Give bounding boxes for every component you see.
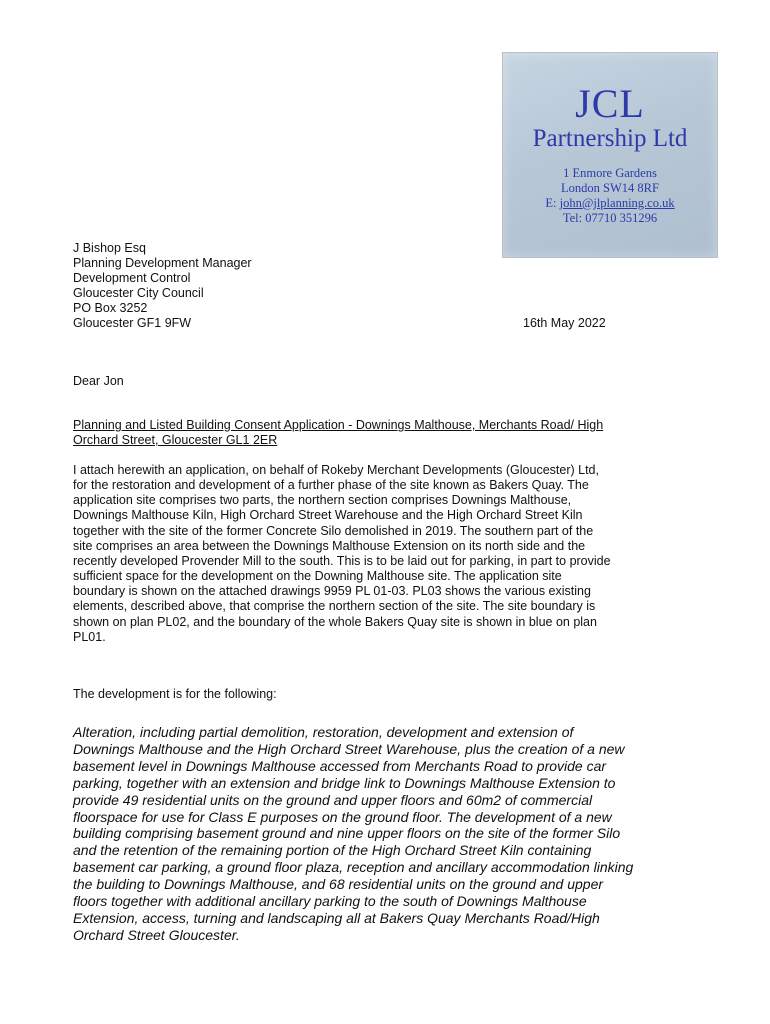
recipient-line: Gloucester GF1 9FW bbox=[73, 316, 192, 330]
recipient-line: Gloucester City Council bbox=[73, 286, 204, 300]
paragraph-line: recently developed Provender Mill to the south. This is to be laid out for parking, in part to provide bbox=[73, 553, 611, 568]
paragraph-line: together with the site of the former Concrete Silo demolished in 2019. The southern part of the bbox=[73, 523, 594, 538]
logo-email-prefix: E: bbox=[545, 196, 560, 210]
paragraph-line: PL01. bbox=[73, 629, 106, 644]
logo-telephone: Tel: 07710 351296 bbox=[562, 211, 658, 225]
paragraph-line: elements, described above, that comprise the northern section of the site. The site boundary is bbox=[73, 599, 596, 614]
subject-line: Orchard Street, Gloucester GL1 2ER bbox=[73, 433, 278, 447]
recipient-line: Planning Development Manager bbox=[73, 256, 252, 270]
paragraph-line: application site comprises two parts, the northern section comprises Downings Malthouse, bbox=[73, 493, 572, 508]
recipient-line: Development Control bbox=[73, 271, 191, 285]
paragraph-line: sufficient space for the development on the Downing Malthouse site. The application site bbox=[73, 569, 562, 584]
description-line: provide 49 residential units on the ground and upper floors and 60m2 of commercial bbox=[73, 791, 593, 808]
letter-date: 16th May 2022 bbox=[523, 316, 606, 330]
body-paragraph bbox=[73, 463, 703, 645]
logo-email-row bbox=[503, 196, 717, 211]
description-line: building comprising basement ground and nine upper floors on the site of the former Silo bbox=[73, 825, 621, 842]
paragraph-line: Downings Malthouse Kiln, High Orchard Street Warehouse and the High Orchard Street Kiln bbox=[73, 508, 583, 523]
description-line: floorspace for use for Class E purposes on the ground floor. The development of a new bbox=[73, 808, 612, 825]
paragraph-line: I attach herewith an application, on behalf of Rokeby Merchant Developments (Gloucester) Ltd, bbox=[73, 463, 599, 477]
logo-address-line1: 1 Enmore Gardens bbox=[563, 166, 657, 180]
description-line: the building to Downings Malthouse, and 68 residential units on the ground and upper bbox=[73, 876, 604, 893]
paragraph-line: shown on plan PL02, and the boundary of the whole Bakers Quay site is shown in blue on plan bbox=[73, 614, 597, 629]
logo-email-link[interactable]: john@jlplanning.co.uk bbox=[559, 196, 675, 210]
paragraph-line: site comprises an area between the Downings Malthouse Extension on its north side and the bbox=[73, 538, 586, 553]
description-line: and the retention of the remaining portion of the High Orchard Street Kiln containing bbox=[73, 842, 592, 859]
paragraph-line: for the restoration and development of a further phase of the site known as Bakers Quay. The bbox=[73, 478, 589, 493]
description-line: basement level in Downings Malthouse accessed from Merchants Road to provide car bbox=[73, 757, 607, 774]
description-line: Downings Malthouse and the High Orchard Street Warehouse, plus the creation of a new bbox=[73, 740, 625, 757]
description-line: basement car parking, a ground floor plaza, reception and ancillary accommodation linking bbox=[73, 859, 634, 876]
recipient-line: PO Box 3252 bbox=[73, 301, 148, 315]
subject-line: Planning and Listed Building Consent Application - Downings Malthouse, Merchants Road/ High bbox=[73, 418, 604, 432]
description-line: parking, together with an extension and bridge link to Downings Malthouse Extension to bbox=[73, 774, 616, 791]
salutation: Dear Jon bbox=[73, 374, 124, 388]
recipient-line: J Bishop Esq bbox=[73, 241, 146, 255]
logo-company-subtitle: Partnership Ltd bbox=[532, 125, 688, 152]
description-line: Orchard Street Gloucester. bbox=[73, 926, 240, 943]
description-line: Extension, access, turning and landscaping all at Bakers Quay Merchants Road/High bbox=[73, 909, 600, 926]
description-line: floors together with additional ancillary parking to the south of Downings Malthouse bbox=[73, 893, 587, 910]
logo-company-name: JCL bbox=[575, 81, 645, 126]
description-line: Alteration, including partial demolition, restoration, development and extension of bbox=[73, 724, 574, 740]
paragraph-line: boundary is shown on the attached drawings 9959 PL 01-03. PL03 shows the various existing bbox=[73, 584, 591, 599]
subject-heading bbox=[73, 418, 703, 448]
development-intro: The development is for the following: bbox=[73, 687, 277, 701]
company-logo bbox=[502, 52, 718, 258]
development-description bbox=[73, 724, 713, 944]
logo-address-line2: London SW14 8RF bbox=[561, 181, 659, 195]
